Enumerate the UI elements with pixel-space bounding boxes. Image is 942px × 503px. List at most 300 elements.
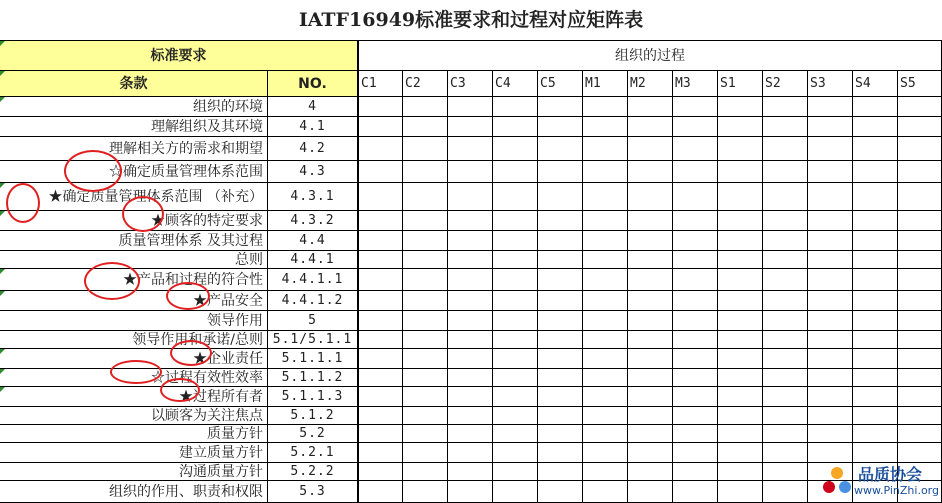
matrix-cell[interactable]: [853, 425, 898, 443]
matrix-cell[interactable]: [403, 211, 448, 231]
matrix-cell[interactable]: [808, 137, 853, 161]
matrix-cell[interactable]: [403, 463, 448, 481]
matrix-cell[interactable]: [403, 349, 448, 369]
matrix-cell[interactable]: [763, 291, 808, 311]
matrix-cell[interactable]: [628, 349, 673, 369]
matrix-cell[interactable]: [493, 407, 538, 425]
matrix-cell[interactable]: [358, 161, 403, 183]
matrix-cell[interactable]: [448, 349, 493, 369]
matrix-cell[interactable]: [493, 161, 538, 183]
matrix-cell[interactable]: [538, 463, 583, 481]
matrix-cell[interactable]: [538, 251, 583, 269]
matrix-cell[interactable]: [628, 407, 673, 425]
matrix-cell[interactable]: [898, 311, 942, 331]
matrix-cell[interactable]: [853, 183, 898, 211]
matrix-cell[interactable]: [853, 251, 898, 269]
matrix-cell[interactable]: [808, 97, 853, 117]
matrix-cell[interactable]: [673, 349, 718, 369]
matrix-cell[interactable]: [853, 331, 898, 349]
matrix-cell[interactable]: [538, 425, 583, 443]
matrix-cell[interactable]: [763, 211, 808, 231]
matrix-cell[interactable]: [673, 443, 718, 463]
clause-number-cell: 5.1/5.1.1: [268, 331, 358, 349]
matrix-cell[interactable]: [808, 117, 853, 137]
matrix-cell[interactable]: [853, 211, 898, 231]
matrix-cell[interactable]: [718, 369, 763, 387]
matrix-cell[interactable]: [583, 443, 628, 463]
matrix-cell[interactable]: [493, 311, 538, 331]
matrix-cell[interactable]: [718, 97, 763, 117]
matrix-cell[interactable]: [673, 425, 718, 443]
matrix-cell[interactable]: [628, 117, 673, 137]
matrix-cell[interactable]: [493, 331, 538, 349]
matrix-cell[interactable]: [853, 387, 898, 407]
matrix-cell[interactable]: [853, 291, 898, 311]
matrix-cell[interactable]: [853, 137, 898, 161]
matrix-cell[interactable]: [358, 425, 403, 443]
matrix-cell[interactable]: [448, 291, 493, 311]
matrix-cell[interactable]: [448, 117, 493, 137]
matrix-cell[interactable]: [673, 211, 718, 231]
matrix-cell[interactable]: [448, 481, 493, 503]
matrix-cell[interactable]: [808, 369, 853, 387]
matrix-cell[interactable]: [673, 311, 718, 331]
matrix-cell[interactable]: [628, 211, 673, 231]
matrix-cell[interactable]: [538, 97, 583, 117]
process-code-header: S4: [853, 71, 898, 97]
matrix-cell[interactable]: [628, 331, 673, 349]
matrix-cell[interactable]: [628, 425, 673, 443]
matrix-cell[interactable]: [358, 387, 403, 407]
matrix-cell[interactable]: [583, 311, 628, 331]
process-code-header: S3: [808, 71, 853, 97]
matrix-cell[interactable]: [628, 269, 673, 291]
clause-cell: 领导作用: [0, 311, 268, 331]
matrix-cell[interactable]: [763, 251, 808, 269]
clause-number-cell: 4.1: [268, 117, 358, 137]
matrix-cell[interactable]: [358, 291, 403, 311]
matrix-cell[interactable]: [403, 443, 448, 463]
clause-cell: ★企业责任: [0, 349, 268, 369]
matrix-cell[interactable]: [898, 331, 942, 349]
matrix-cell[interactable]: [538, 481, 583, 503]
matrix-cell[interactable]: [358, 481, 403, 503]
matrix-cell[interactable]: [403, 117, 448, 137]
matrix-cell[interactable]: [403, 311, 448, 331]
matrix-cell[interactable]: [763, 161, 808, 183]
matrix-cell[interactable]: [718, 251, 763, 269]
matrix-cell[interactable]: [898, 425, 942, 443]
matrix-cell[interactable]: [358, 443, 403, 463]
matrix-cell[interactable]: [583, 331, 628, 349]
matrix-cell[interactable]: [403, 231, 448, 251]
matrix-cell[interactable]: [808, 387, 853, 407]
process-code-header: C1: [358, 71, 403, 97]
matrix-cell[interactable]: [493, 443, 538, 463]
matrix-cell[interactable]: [538, 269, 583, 291]
matrix-cell[interactable]: [583, 463, 628, 481]
matrix-cell[interactable]: [403, 161, 448, 183]
matrix-cell[interactable]: [808, 349, 853, 369]
matrix-cell[interactable]: [538, 211, 583, 231]
matrix-cell[interactable]: [448, 387, 493, 407]
matrix-cell[interactable]: [358, 231, 403, 251]
matrix-cell[interactable]: [898, 231, 942, 251]
matrix-cell[interactable]: [358, 349, 403, 369]
clause-number-cell: 4.4: [268, 231, 358, 251]
matrix-cell[interactable]: [628, 251, 673, 269]
matrix-cell[interactable]: [808, 161, 853, 183]
matrix-cell[interactable]: [448, 183, 493, 211]
matrix-cell[interactable]: [358, 211, 403, 231]
matrix-cell[interactable]: [403, 481, 448, 503]
corner-marker: [0, 349, 5, 354]
matrix-cell[interactable]: [583, 349, 628, 369]
matrix-cell[interactable]: [403, 387, 448, 407]
clause-cell: 理解组织及其环境: [0, 117, 268, 137]
matrix-cell[interactable]: [448, 407, 493, 425]
matrix-cell[interactable]: [763, 425, 808, 443]
matrix-cell[interactable]: [673, 407, 718, 425]
clause-cell: 沟通质量方针: [0, 463, 268, 481]
clause-number-cell: 4.3: [268, 161, 358, 183]
matrix-cell[interactable]: [538, 407, 583, 425]
matrix-cell[interactable]: [583, 425, 628, 443]
matrix-cell[interactable]: [853, 231, 898, 251]
matrix-cell[interactable]: [808, 425, 853, 443]
matrix-cell[interactable]: [808, 291, 853, 311]
matrix-cell[interactable]: [808, 407, 853, 425]
matrix-cell[interactable]: [898, 269, 942, 291]
clause-number-cell: 5.1.2: [268, 407, 358, 425]
matrix-cell[interactable]: [583, 97, 628, 117]
matrix-cell[interactable]: [448, 161, 493, 183]
clause-cell: 组织的作用、职责和权限: [0, 481, 268, 503]
matrix-cell[interactable]: [673, 251, 718, 269]
matrix-cell[interactable]: [853, 97, 898, 117]
matrix-cell[interactable]: [673, 269, 718, 291]
matrix-cell[interactable]: [673, 161, 718, 183]
clause-number-cell: 4.4.1.2: [268, 291, 358, 311]
corner-marker: [0, 387, 5, 392]
process-code-header: C3: [448, 71, 493, 97]
matrix-cell[interactable]: [853, 349, 898, 369]
matrix-cell[interactable]: [718, 425, 763, 443]
matrix-cell[interactable]: [718, 387, 763, 407]
clause-cell: 组织的环境: [0, 97, 268, 117]
matrix-cell[interactable]: [898, 183, 942, 211]
clause-cell: 理解相关方的需求和期望: [0, 137, 268, 161]
matrix-cell[interactable]: [583, 269, 628, 291]
matrix-cell[interactable]: [898, 291, 942, 311]
clause-cell: ★确定质量管理体系范围 （补充）: [0, 183, 268, 211]
matrix-cell[interactable]: [583, 231, 628, 251]
matrix-cell[interactable]: [358, 137, 403, 161]
matrix-cell[interactable]: [763, 137, 808, 161]
matrix-cell[interactable]: [763, 349, 808, 369]
clause-number-cell: 5.3: [268, 481, 358, 503]
matrix-cell[interactable]: [448, 443, 493, 463]
matrix-cell[interactable]: [673, 117, 718, 137]
matrix-cell[interactable]: [718, 137, 763, 161]
matrix-cell[interactable]: [673, 481, 718, 503]
header-org-process: [358, 40, 942, 71]
clause-cell: ★顾客的特定要求: [0, 211, 268, 231]
clause-cell: 质量管理体系 及其过程: [0, 231, 268, 251]
corner-marker: [0, 183, 5, 188]
matrix-cell[interactable]: [763, 117, 808, 137]
clause-cell: 总则: [0, 251, 268, 269]
matrix-cell[interactable]: [718, 183, 763, 211]
matrix-cell[interactable]: [853, 369, 898, 387]
matrix-cell[interactable]: [358, 331, 403, 349]
matrix-cell[interactable]: [448, 369, 493, 387]
matrix-cell[interactable]: [493, 291, 538, 311]
matrix-cell[interactable]: [628, 443, 673, 463]
matrix-cell[interactable]: [493, 425, 538, 443]
matrix-cell[interactable]: [763, 407, 808, 425]
matrix-cell[interactable]: [448, 425, 493, 443]
header-clause-label: 条款: [119, 76, 148, 92]
clause-cell: 建立质量方针: [0, 443, 268, 463]
matrix-cell[interactable]: [628, 311, 673, 331]
matrix-cell[interactable]: [628, 291, 673, 311]
matrix-cell[interactable]: [403, 97, 448, 117]
clause-number-cell: 4.4.1.1: [268, 269, 358, 291]
matrix-cell[interactable]: [493, 211, 538, 231]
matrix-cell[interactable]: [583, 137, 628, 161]
clause-cell: ★产品安全: [0, 291, 268, 311]
matrix-cell[interactable]: [808, 251, 853, 269]
matrix-cell[interactable]: [403, 291, 448, 311]
matrix-cell[interactable]: [673, 463, 718, 481]
matrix-cell[interactable]: [628, 387, 673, 407]
matrix-cell[interactable]: [628, 481, 673, 503]
matrix-cell[interactable]: [853, 269, 898, 291]
matrix-cell[interactable]: [898, 161, 942, 183]
clause-number-cell: 4.3.2: [268, 211, 358, 231]
matrix-cell[interactable]: [493, 481, 538, 503]
matrix-cell[interactable]: [718, 443, 763, 463]
matrix-cell[interactable]: [718, 463, 763, 481]
matrix-cell[interactable]: [583, 369, 628, 387]
matrix-cell[interactable]: [808, 211, 853, 231]
matrix-cell[interactable]: [673, 97, 718, 117]
matrix-cell[interactable]: [538, 137, 583, 161]
matrix-cell[interactable]: [808, 231, 853, 251]
matrix-cell[interactable]: [358, 463, 403, 481]
matrix-cell[interactable]: [718, 117, 763, 137]
matrix-cell[interactable]: [853, 117, 898, 137]
clause-number-cell: 5: [268, 311, 358, 331]
matrix-cell[interactable]: [403, 251, 448, 269]
matrix-cell[interactable]: [763, 183, 808, 211]
matrix-cell[interactable]: [538, 117, 583, 137]
matrix-cell[interactable]: [358, 369, 403, 387]
matrix-cell[interactable]: [493, 231, 538, 251]
matrix-cell[interactable]: [448, 331, 493, 349]
matrix-cell[interactable]: [763, 269, 808, 291]
matrix-cell[interactable]: [718, 311, 763, 331]
process-code-header: M1: [583, 71, 628, 97]
matrix-cell[interactable]: [493, 463, 538, 481]
matrix-cell[interactable]: [718, 161, 763, 183]
matrix-cell[interactable]: [493, 251, 538, 269]
matrix-cell[interactable]: [493, 349, 538, 369]
matrix-cell[interactable]: [583, 183, 628, 211]
process-code-header: S2: [763, 71, 808, 97]
matrix-cell[interactable]: [538, 311, 583, 331]
matrix-cell[interactable]: [403, 425, 448, 443]
matrix-cell[interactable]: [538, 183, 583, 211]
matrix-cell[interactable]: [628, 463, 673, 481]
matrix-cell[interactable]: [493, 137, 538, 161]
matrix-cell[interactable]: [628, 97, 673, 117]
matrix-cell[interactable]: [853, 407, 898, 425]
matrix-cell[interactable]: [898, 117, 942, 137]
matrix-cell[interactable]: [763, 463, 808, 481]
matrix-cell[interactable]: [493, 117, 538, 137]
matrix-cell[interactable]: [718, 211, 763, 231]
matrix-cell[interactable]: [538, 231, 583, 251]
matrix-cell[interactable]: [403, 183, 448, 211]
matrix-cell[interactable]: [448, 269, 493, 291]
matrix-cell[interactable]: [763, 369, 808, 387]
matrix-cell[interactable]: [538, 369, 583, 387]
matrix-cell[interactable]: [448, 231, 493, 251]
matrix-cell[interactable]: [898, 407, 942, 425]
matrix-cell[interactable]: [673, 231, 718, 251]
corner-marker: [0, 269, 5, 274]
clause-cell: ☆确定质量管理体系范围: [0, 161, 268, 183]
matrix-cell[interactable]: [763, 311, 808, 331]
matrix-cell[interactable]: [718, 407, 763, 425]
matrix-cell[interactable]: [808, 311, 853, 331]
matrix-cell[interactable]: [718, 349, 763, 369]
matrix-cell[interactable]: [538, 387, 583, 407]
matrix-cell[interactable]: [403, 407, 448, 425]
matrix-cell[interactable]: [628, 137, 673, 161]
matrix-cell[interactable]: [493, 183, 538, 211]
matrix-cell[interactable]: [763, 387, 808, 407]
matrix-cell[interactable]: [538, 331, 583, 349]
matrix-cell[interactable]: [763, 481, 808, 503]
matrix-cell[interactable]: [718, 291, 763, 311]
matrix-cell[interactable]: [403, 331, 448, 349]
matrix-cell[interactable]: [448, 311, 493, 331]
matrix-cell[interactable]: [718, 269, 763, 291]
matrix-cell[interactable]: [718, 231, 763, 251]
matrix-cell[interactable]: [673, 369, 718, 387]
matrix-cell[interactable]: [673, 331, 718, 349]
matrix-cell[interactable]: [673, 387, 718, 407]
clause-cell: 以顾客为关注焦点: [0, 407, 268, 425]
matrix-cell[interactable]: [448, 97, 493, 117]
matrix-cell[interactable]: [583, 481, 628, 503]
matrix-cell[interactable]: [898, 387, 942, 407]
matrix-cell[interactable]: [673, 183, 718, 211]
matrix-cell[interactable]: [358, 183, 403, 211]
matrix-cell[interactable]: [583, 251, 628, 269]
clause-number-cell: 5.2: [268, 425, 358, 443]
clause-number-cell: 5.2.1: [268, 443, 358, 463]
matrix-cell[interactable]: [448, 211, 493, 231]
matrix-cell[interactable]: [358, 269, 403, 291]
matrix-cell[interactable]: [403, 369, 448, 387]
header-no: [268, 71, 358, 97]
matrix-cell[interactable]: [493, 97, 538, 117]
clause-cell: ★产品和过程的符合性: [0, 269, 268, 291]
matrix-cell[interactable]: [898, 349, 942, 369]
matrix-cell[interactable]: [583, 407, 628, 425]
matrix-cell[interactable]: [448, 137, 493, 161]
matrix-cell[interactable]: [403, 137, 448, 161]
matrix-cell[interactable]: [583, 211, 628, 231]
clause-cell: ☆过程有效性效率: [0, 369, 268, 387]
corner-marker: [0, 369, 5, 374]
matrix-cell[interactable]: [358, 251, 403, 269]
matrix-cell[interactable]: [763, 97, 808, 117]
matrix-cell[interactable]: [583, 117, 628, 137]
matrix-cell[interactable]: [853, 311, 898, 331]
matrix-cell[interactable]: [898, 97, 942, 117]
matrix-cell[interactable]: [808, 183, 853, 211]
matrix-cell[interactable]: [853, 161, 898, 183]
matrix-cell[interactable]: [763, 443, 808, 463]
matrix-cell[interactable]: [538, 161, 583, 183]
matrix-cell[interactable]: [898, 369, 942, 387]
matrix-cell[interactable]: [538, 291, 583, 311]
matrix-cell[interactable]: [898, 211, 942, 231]
header-standard-requirements: [0, 40, 358, 71]
matrix-cell[interactable]: [718, 331, 763, 349]
matrix-cell[interactable]: [628, 161, 673, 183]
matrix-cell[interactable]: [583, 161, 628, 183]
matrix-cell[interactable]: [493, 369, 538, 387]
matrix-cell[interactable]: [358, 407, 403, 425]
matrix-cell[interactable]: [403, 269, 448, 291]
matrix-cell[interactable]: [538, 349, 583, 369]
corner-marker: [0, 97, 5, 102]
matrix-cell[interactable]: [808, 269, 853, 291]
matrix-cell[interactable]: [898, 137, 942, 161]
matrix-cell[interactable]: [538, 443, 583, 463]
matrix-cell[interactable]: [628, 369, 673, 387]
matrix-cell[interactable]: [583, 291, 628, 311]
clause-number-cell: 4.3.1: [268, 183, 358, 211]
matrix-cell[interactable]: [763, 331, 808, 349]
corner-marker: [0, 211, 5, 216]
clause-number-cell: 5.1.1.1: [268, 349, 358, 369]
matrix-cell[interactable]: [448, 251, 493, 269]
matrix-cell[interactable]: [808, 331, 853, 349]
matrix-cell[interactable]: [898, 251, 942, 269]
matrix-cell[interactable]: [628, 231, 673, 251]
matrix-cell[interactable]: [583, 387, 628, 407]
matrix-cell[interactable]: [448, 463, 493, 481]
matrix-cell[interactable]: [493, 269, 538, 291]
matrix-cell[interactable]: [358, 97, 403, 117]
matrix-cell[interactable]: [673, 137, 718, 161]
matrix-cell[interactable]: [628, 183, 673, 211]
matrix-cell[interactable]: [358, 117, 403, 137]
matrix-cell[interactable]: [493, 387, 538, 407]
matrix-cell[interactable]: [718, 481, 763, 503]
matrix-cell[interactable]: [763, 231, 808, 251]
process-code-header: C2: [403, 71, 448, 97]
matrix-cell[interactable]: [358, 311, 403, 331]
matrix-cell[interactable]: [673, 291, 718, 311]
